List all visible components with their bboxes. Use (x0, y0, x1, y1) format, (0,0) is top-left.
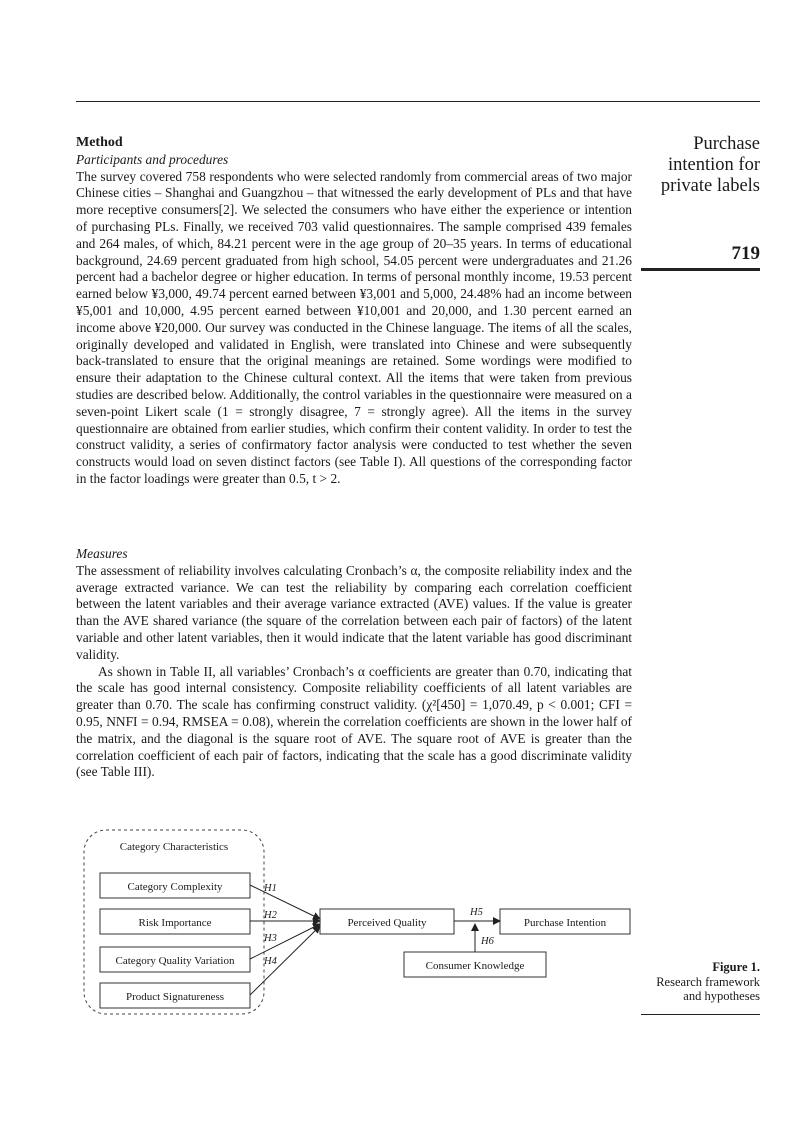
box-label: Category Quality Variation (115, 955, 235, 967)
caption-rule (641, 1014, 760, 1015)
caption-line: Research framework (656, 974, 760, 989)
running-title-line: Purchase (693, 134, 760, 154)
caption-line: and hypotheses (683, 989, 760, 1003)
running-title-line: intention for (668, 155, 760, 175)
h1-arrow (250, 885, 320, 919)
subsection-heading: Participants and procedures (76, 151, 229, 167)
figure-caption (620, 960, 760, 1004)
hypothesis-label: H3 (264, 933, 277, 944)
hypothesis-label: H1 (264, 883, 277, 894)
h4-arrow (250, 926, 320, 995)
box-label: Product Signatureness (125, 991, 225, 1003)
box-label: Perceived Quality (347, 917, 427, 929)
hypothesis-label: H5 (470, 907, 483, 918)
box-label: Category Complexity (127, 881, 223, 893)
hypothesis-label: H6 (481, 936, 494, 947)
body-paragraph: The assessment of reliability involves calculating Cronbach’s α, the composite reliability index and the average extracted variance. We can test the reliability by comparing each correlation coefficient between the latent variables and their average variance extracted (AVE) values. If the value is greater than the AVE shared variance (the square of the correlation between each pair of factors) of the latent variable and other latent variables, then it would indicate that the latent variable has good discriminant validity. (76, 562, 632, 662)
box-label: Consumer Knowledge (425, 960, 525, 972)
page-number-rule (641, 268, 760, 271)
subsection-heading: Measures (76, 546, 128, 561)
body-paragraph: As shown in Table II, all variables’ Cronbach’s α coefficients are greater than 0.70, indicating that the scale has good internal consistency. Composite reliability coefficients of all latent variables are greater than 0.70. The scale has confirming construct validity. (χ²[450] = 1,070.49, p < 0.001; CFI = 0.95, NNFI = 0.94, RMSEA = 0.08), wherein the correlation coefficients are shown in the lower half of the matrix, and the diagonal is the square root of AVE. The square root of AVE is greater than the correlation coefficient of each pair of factors, indicating that the scale has a good discriminate validity (see Table III). (76, 663, 632, 780)
group-label: Category Characteristics (119, 841, 229, 853)
section-heading: Method (76, 135, 123, 150)
top-rule (76, 101, 760, 102)
running-title (620, 134, 760, 197)
box-label: Purchase Intention (523, 917, 607, 929)
measures-section (76, 546, 632, 781)
hypothesis-label: H2 (264, 910, 277, 921)
h3-arrow (250, 924, 320, 959)
page-number: 719 (731, 243, 760, 264)
box-label: Risk Importance (138, 917, 212, 929)
running-title-line: private labels (660, 176, 760, 196)
research-framework-diagram (80, 828, 640, 1024)
hypothesis-label: H4 (264, 956, 277, 967)
method-section (76, 135, 632, 488)
figure-label: Figure 1. (712, 960, 760, 974)
body-paragraph: The survey covered 758 respondents who were selected randomly from commercial areas of two major Chinese cities – Shanghai and Guangzhou – that witnessed the early development of PLs and that have more receptive consumers[2]. We selected the consumers who have either the experience or intention of purchasing PLs. Finally, we received 703 valid questionnaires. The sample comprised 439 females and 264 males, of which, 84.21 percent were in the age group of 20–35 years. In terms of educational background, 24.69 percent graduated from high school, 54.05 percent were undergraduates and 21.26 percent had a bachelor degree or higher education. In terms of personal monthly income, 19.53 percent earned below ¥3,000, 49.74 percent earned between ¥3,001 and 5,000, 24.48% had an income between ¥5,001 and 10,000, 4.95 percent earned between ¥10,001 and 20,000, and 1.30 percent earned an income above ¥20,000. Our survey was conducted in the Chinese language. The items of all the scales, originally developed and validated in English, were translated into Chinese and were subsequently back-translated to ensure that the original meanings are retained. Some wordings were modified to ensure their adaptation to the Chinese cultural context. All the items that were taken from previous studies are described below. Additionally, the control variables in the questionnaire were measured on a seven-point Likert scale (1 = strongly disagree, 7 = strongly agree). All the items in the survey questionnaire are obtained from earlier studies, which confirm their content validity. In order to test the construct validity, a series of confirmatory factor analysis were conducted to test whether the seven constructs would load on seven distinct factors (see Table I). All questions of the corresponding factor in the factor loadings were greater than 0.5, t > 2. (76, 168, 632, 486)
